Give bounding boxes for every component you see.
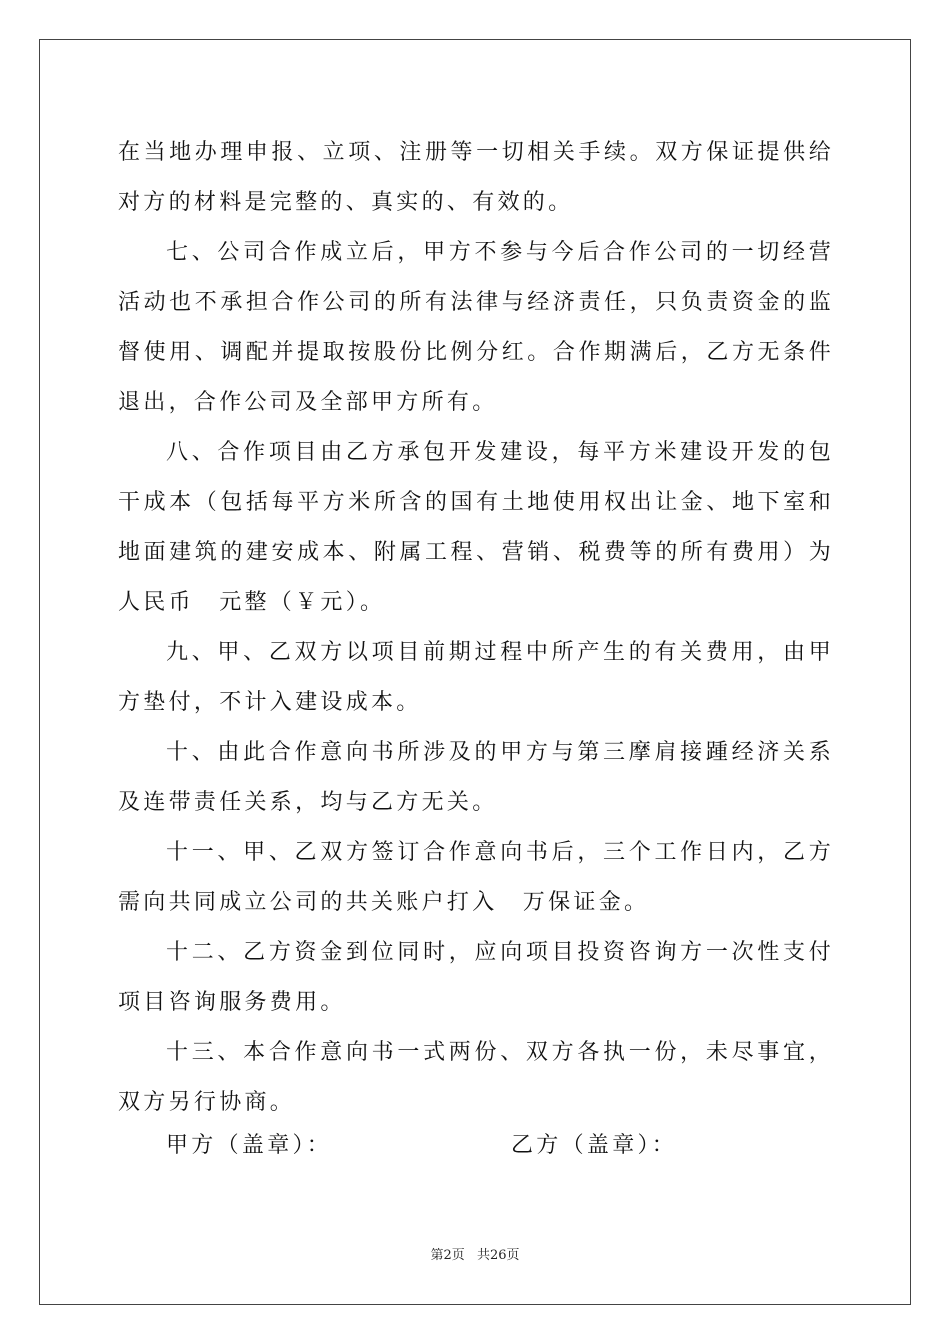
clause-13: 十三、本合作意向书一式两份、双方各执一份，未尽事宜，双方另行协商。 [118,1040,834,1115]
party-b-seal-label: 乙方（盖章）： [511,1133,678,1158]
page-number: 第2页 [430,1248,465,1263]
clause-11: 十一、甲、乙双方签订合作意向书后，三个工作日内，乙方需向共同成立公司的共关账户打入 万保证金。 [118,840,834,915]
party-a-seal-label: 甲方（盖章）： [166,1133,333,1158]
page-total: 共26页 [476,1248,520,1263]
clause-12: 十二、乙方资金到位同时，应向项目投资咨询方一次性支付项目咨询服务费用。 [118,940,834,1015]
clause-10: 十、由此合作意向书所涉及的甲方与第三摩肩接踵经济关系及连带责任关系，均与乙方无关。 [118,740,834,815]
clause-9: 九、甲、乙双方以项目前期过程中所产生的有关费用，由甲方垫付，不计入建设成本。 [118,640,834,715]
clause-8: 八、合作项目由乙方承包开发建设，每平方米建设开发的包干成本（包括每平方米所含的国有土地使用权出让金、地下室和地面建筑的建安成本、附属工程、营销、税费等的所有费用）为人民币 元整（￥元）。 [118,440,834,615]
paragraph-continuation: 在当地办理申报、立项、注册等一切相关手续。双方保证提供给对方的材料是完整的、真实的、有效的。 [118,140,834,215]
document-body [118,128,834,1128]
page-footer [0,1244,950,1263]
signature-row [166,1128,766,1168]
clause-7: 七、公司合作成立后，甲方不参与今后合作公司的一切经营活动也不承担合作公司的所有法律与经济责任，只负责资金的监督使用、调配并提取按股份比例分红。合作期满后，乙方无条件退出，合作公司及全部甲方所有。 [118,240,834,415]
